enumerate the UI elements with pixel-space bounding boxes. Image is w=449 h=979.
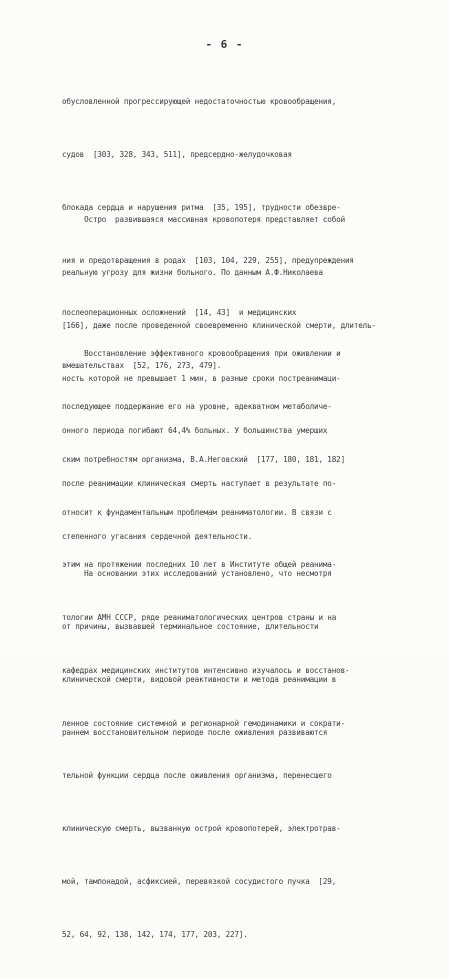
text-line: онного периода погибают 64,4% больных. У большинства умерших xyxy=(62,426,328,436)
text-line: кафедрах медицинских институтов интенсивно изучалось и восстанов- xyxy=(62,665,350,675)
text-line: относит к фундаментальным проблемам реаниматологии. В связи с xyxy=(62,507,332,517)
text-line: блокада сердца и нарушения ритма [35, 195], трудности обезвре- xyxy=(62,202,341,212)
text-line: после реанимации клиническая смерть наступает в результате по- xyxy=(62,479,337,489)
text-line: 52, 64, 92, 138, 142, 174, 177, 203, 227]. xyxy=(62,929,248,939)
paragraph-4 xyxy=(62,530,414,776)
text-line: клинической смерти, видовой реактивности и метода реанимации в xyxy=(62,674,337,684)
text-line: обусловленной прогрессирующей недостаточностью кровообращения, xyxy=(62,97,337,107)
text-line: степенного угасания сердечной деятельности. xyxy=(62,531,253,541)
text-line: [166], даже после проведенной своевременно клинической смерти, длитель- xyxy=(62,320,376,330)
text-line: Остро развившаяся массивная кровопотеря представляет собой xyxy=(62,215,345,225)
text-line: от причины, вызвавшей терминальное состояние, длительности xyxy=(62,621,319,631)
text-line: последующее поддержание его на уровне, адекватном метаболиче- xyxy=(62,401,332,411)
text-line: клиническую смерть, вызванную острой кровопотерей, электротрав- xyxy=(62,824,341,834)
text-line: вмешательствах [52, 176, 273, 479]. xyxy=(62,361,222,371)
text-line: ленное состояние системной и регионарной гемодинамики и сократи- xyxy=(62,718,345,728)
text-line: ским потребностям организма, В.А.Неговский [177, 180, 181, 182] xyxy=(62,454,345,464)
text-line: раннем восстановительном периоде после оживления развиваются xyxy=(62,727,328,737)
text-line: На основании этих исследований установлено, что несмотря xyxy=(62,569,332,579)
text-line: послеоперационных осложнений [14, 43] и медицинских xyxy=(62,308,297,318)
text-line: ния и предотвращения в родах [103, 104, 229, 255], предупреждения xyxy=(62,255,354,265)
text-line: тологии АМН СССР, ряде реаниматологических центров страны и на xyxy=(62,613,337,623)
text-line: тельной функции сердца после оживления организма, перенесшего xyxy=(62,771,332,781)
text-line: судов [303, 328, 343, 511], предсердно-желудочковая xyxy=(62,149,297,159)
text-line: мой, тампонадой, асфиксией, перевязкой сосудистого пучка [29, xyxy=(62,877,337,886)
text-line: этим на протяжении последних 10 лет в Институте общей реанима- xyxy=(62,560,337,570)
text-line: Восстановление эффективного кровообращения при оживлении и xyxy=(62,349,341,359)
page-number: - 6 - xyxy=(205,38,244,51)
text-line: ность которой не превышает 1 мин, в разные сроки постреанимаци- xyxy=(62,373,341,383)
text-line: реальную угрозу для жизни больного. По данным А.Ф.Николаева xyxy=(62,267,323,277)
